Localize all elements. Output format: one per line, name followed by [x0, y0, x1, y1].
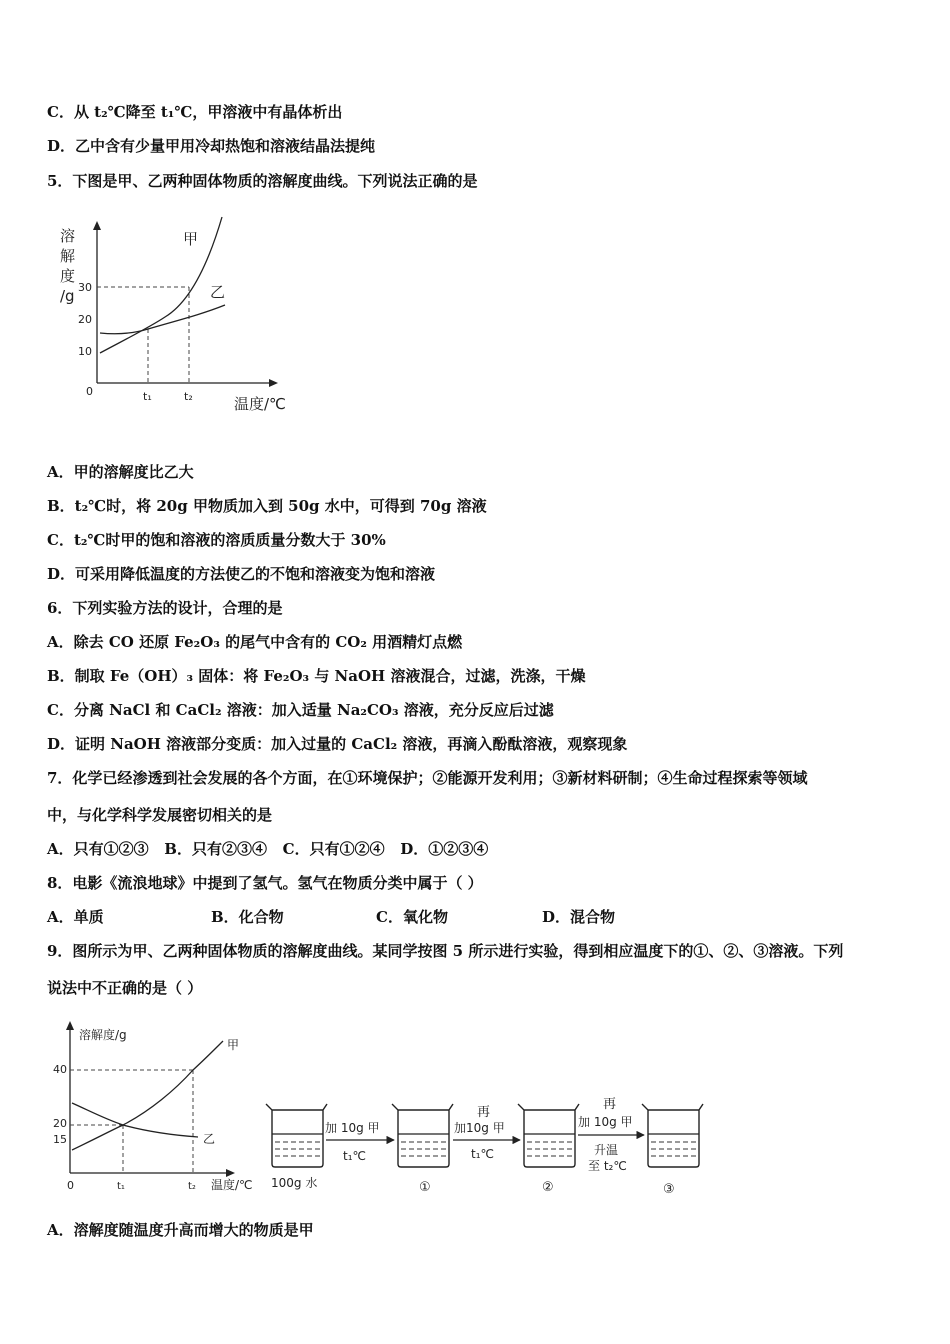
question-6-option-c: C．分离 NaCl 和 CaCl₂ 溶液：加入适量 Na₂CO₃ 溶液，充分反应后过滤: [47, 701, 554, 719]
option-d-prev: D．乙中含有少量甲用冷却热饱和溶液结晶法提纯: [47, 137, 376, 155]
question-6-option-a: A．除去 CO 还原 Fe₂O₃ 的尾气中含有的 CO₂ 用酒精灯点燃: [47, 633, 463, 651]
curve-yi: [72, 1103, 198, 1137]
question-8-option-d: D．混合物: [542, 908, 616, 926]
solubility-chart-2: [45, 1015, 270, 1200]
question-8-option-c: C．氧化物: [376, 908, 448, 926]
series-label-yi: 乙: [210, 283, 226, 301]
x-tick-t1: t₁: [143, 390, 152, 403]
question-5-option-c: C．t₂℃时甲的饱和溶液的溶质质量分数大于 30%: [47, 531, 386, 549]
beaker-2-label: ②: [542, 1180, 554, 1195]
question-5-option-a: A．甲的溶解度比乙大: [47, 463, 194, 481]
solubility-chart-1: [50, 215, 310, 415]
question-7-options: A．只有①②③ B．只有②③④ C．只有①②④ D．①②③④: [47, 840, 489, 858]
step3-temp-label: 至 t₂℃: [588, 1159, 627, 1173]
question-5-option-d: D．可采用降低温度的方法使乙的不饱和溶液变为饱和溶液: [47, 565, 436, 583]
x-tick-t1: t₁: [117, 1181, 125, 1192]
y-axis-arrow: [66, 1021, 74, 1030]
step1-temp-label: t₁℃: [343, 1149, 366, 1163]
x-tick-t2: t₂: [188, 1181, 196, 1192]
x-axis-label: 温度/℃: [234, 395, 286, 413]
y-axis-label: [60, 227, 75, 305]
origin-label: 0: [86, 385, 93, 398]
curve-jia: [100, 217, 222, 353]
beaker-water: [266, 1104, 327, 1167]
y-tick-30: 30: [78, 281, 92, 294]
y-tick-10: 10: [78, 345, 92, 358]
question-5-stem: 5．下图是甲、乙两种固体物质的溶解度曲线。下列说法正确的是: [47, 172, 478, 190]
step3-heat-label: 升温: [594, 1143, 619, 1157]
question-5-option-b: B．t₂℃时，将 20g 甲物质加入到 50g 水中，可得到 70g 溶液: [47, 497, 487, 515]
ylabel-char-3: 度: [60, 267, 76, 285]
question-8-stem: 8．电影《流浪地球》中提到了氢气。氢气在物质分类中属于（ ）: [47, 874, 483, 892]
beaker-3: [642, 1104, 703, 1167]
x-axis-arrow: [269, 379, 278, 387]
y-axis-label: 溶解度/g: [79, 1028, 127, 1042]
curve-jia: [72, 1041, 223, 1150]
step3-add-label: 加 10g 甲: [578, 1115, 633, 1129]
y-tick-15: 15: [53, 1133, 67, 1146]
ylabel-char-4: /g: [60, 287, 75, 305]
beaker-water-label: 100g 水: [271, 1176, 318, 1190]
origin-label: 0: [67, 1179, 74, 1192]
series-label-jia: 甲: [227, 1038, 240, 1052]
question-7-stem-line1: 7．化学已经渗透到社会发展的各个方面，在①环境保护；②能源开发利用；③新材料研制；④生命过程探索等领域: [47, 769, 808, 787]
y-tick-40: 40: [53, 1063, 67, 1076]
question-9-stem-line2: 说法中不正确的是（ ）: [47, 979, 203, 997]
step2-add-label: 加10g 甲: [454, 1121, 505, 1135]
step1-add-label: 加 10g 甲: [325, 1121, 380, 1135]
step3-again-label: 再: [603, 1097, 617, 1112]
option-c-prev: C．从 t₂℃降至 t₁℃，甲溶液中有晶体析出: [47, 103, 343, 121]
ylabel-char-2: 解: [60, 247, 76, 265]
y-axis-arrow: [93, 221, 101, 230]
series-label-jia: 甲: [183, 230, 199, 248]
question-8-option-a: A．单质: [47, 908, 104, 926]
beaker-1: [392, 1104, 453, 1167]
x-axis-arrow: [226, 1169, 235, 1177]
question-7-stem-line2: 中，与化学科学发展密切相关的是: [47, 806, 273, 824]
question-6-option-d: D．证明 NaOH 溶液部分变质：加入过量的 CaCl₂ 溶液，再滴入酚酞溶液，观察现象: [47, 735, 628, 753]
x-tick-t2: t₂: [184, 390, 193, 403]
beaker-3-label: ③: [663, 1182, 675, 1197]
question-6-stem: 6．下列实验方法的设计，合理的是: [47, 599, 283, 617]
y-tick-20: 20: [53, 1117, 67, 1130]
step2-again-label: 再: [477, 1105, 491, 1120]
y-tick-20: 20: [78, 313, 92, 326]
question-6-option-b: B．制取 Fe（OH）₃ 固体：将 Fe₂O₃ 与 NaOH 溶液混合，过滤，洗涤，干燥: [47, 667, 586, 685]
question-8-option-b: B．化合物: [211, 908, 284, 926]
question-9-stem-line1: 9．图所示为甲、乙两种固体物质的溶解度曲线。某同学按图 5 所示进行实验，得到相应温度下的①、②、③溶液。下列: [47, 942, 844, 960]
x-axis-label: 温度/℃: [211, 1178, 253, 1192]
beaker-1-label: ①: [419, 1180, 431, 1195]
step2-temp-label: t₁℃: [471, 1147, 494, 1161]
experiment-diagram: [258, 1092, 708, 1204]
question-9-option-a: A．溶解度随温度升高而增大的物质是甲: [47, 1221, 314, 1239]
curve-yi: [100, 305, 225, 334]
ylabel-char-1: 溶: [60, 227, 76, 245]
series-label-yi: 乙: [203, 1132, 216, 1146]
beaker-2: [518, 1104, 579, 1167]
